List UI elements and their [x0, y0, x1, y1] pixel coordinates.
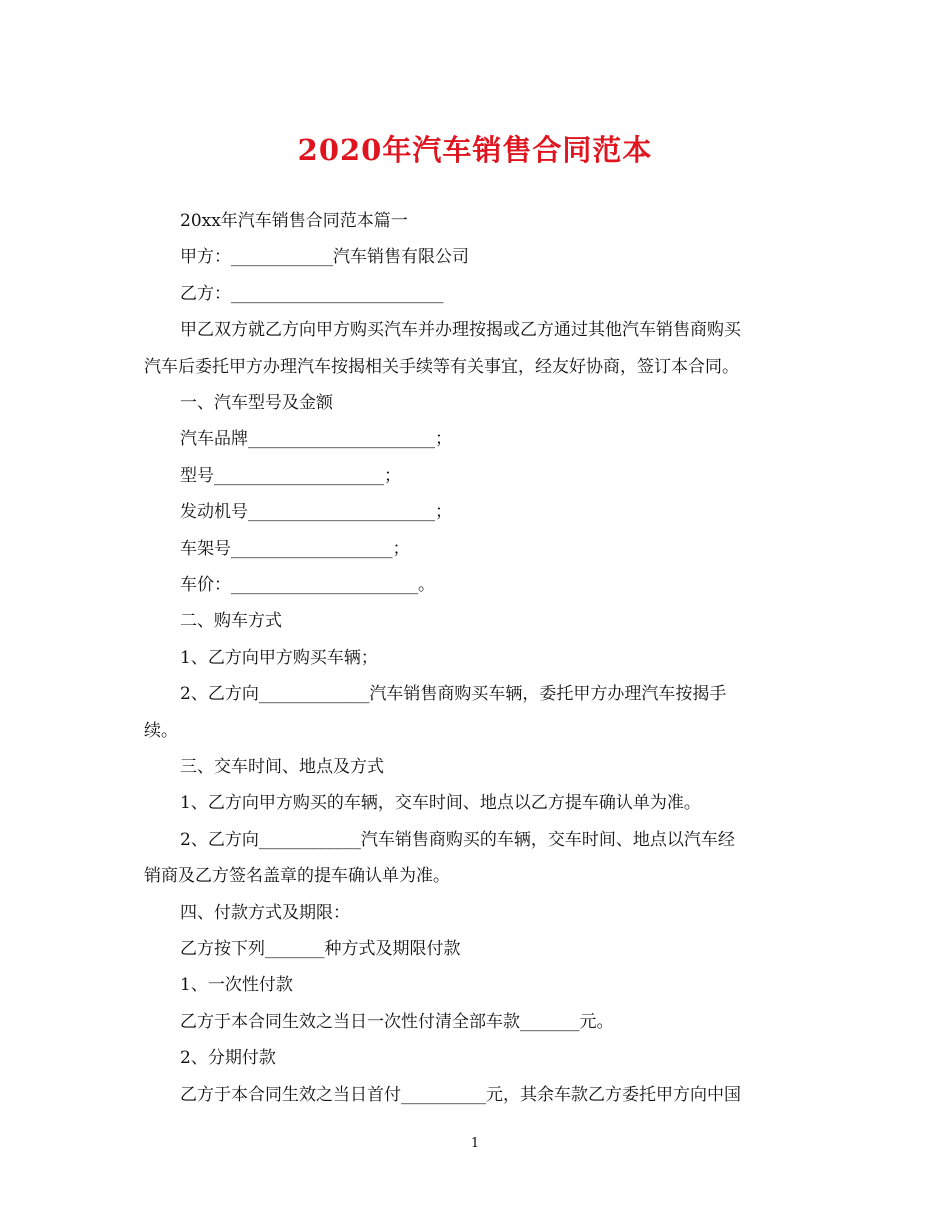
purchase-method-2-line-2: 续。 — [144, 721, 178, 741]
section-heading-3: 三、交车时间、地点及方式 — [180, 757, 384, 777]
purchase-method-2-line-1: 2、乙方向_____________汽车销售商购买车辆，委托甲方办理汽车按揭手 — [180, 684, 727, 704]
lump-sum-heading: 1、一次性付款 — [180, 975, 293, 995]
purchase-method-1: 1、乙方向甲方购买车辆； — [180, 648, 378, 668]
section-heading-4: 四、付款方式及期限： — [180, 903, 350, 923]
section-heading-2: 二、购车方式 — [180, 611, 282, 631]
party-b-line: 乙方：_________________________ — [180, 284, 444, 304]
section-heading-1: 一、汽车型号及金额 — [180, 393, 333, 413]
delivery-clause-1: 1、乙方向甲方购买的车辆，交车时间、地点以乙方提车确认单为准。 — [180, 793, 701, 813]
installment-clause: 乙方于本合同生效之当日首付__________元，其余车款乙方委托甲方向中国 — [180, 1085, 741, 1105]
payment-method-line: 乙方按下列_______种方式及期限付款 — [180, 939, 461, 959]
preamble-line-1: 甲乙双方就乙方向甲方购买汽车并办理按揭或乙方通过其他汽车销售商购买 — [180, 320, 741, 340]
preamble-line-2: 汽车后委托甲方办理汽车按揭相关手续等有关事宜，经友好协商，签订本合同。 — [144, 357, 739, 377]
delivery-clause-2-line-1: 2、乙方向____________汽车销售商购买的车辆，交车时间、地点以汽车经 — [180, 830, 735, 850]
section-heading-part-one: 20xx年汽车销售合同范本篇一 — [180, 211, 408, 231]
installment-heading: 2、分期付款 — [180, 1048, 276, 1068]
car-model-line: 型号____________________； — [180, 466, 401, 486]
delivery-clause-2-line-2: 销商及乙方签名盖章的提车确认单为准。 — [144, 866, 450, 886]
party-a-line: 甲方：____________汽车销售有限公司 — [180, 247, 469, 267]
engine-number-line: 发动机号______________________； — [180, 502, 452, 522]
car-price-line: 车价：______________________。 — [180, 575, 435, 595]
page-number: 1 — [470, 1136, 480, 1151]
lump-sum-clause: 乙方于本合同生效之当日一次性付清全部车款_______元。 — [180, 1012, 614, 1032]
document-title: 2020年汽车销售合同范本 — [297, 133, 653, 167]
frame-number-line: 车架号___________________； — [180, 539, 410, 559]
car-brand-line: 汽车品牌______________________； — [180, 429, 452, 449]
